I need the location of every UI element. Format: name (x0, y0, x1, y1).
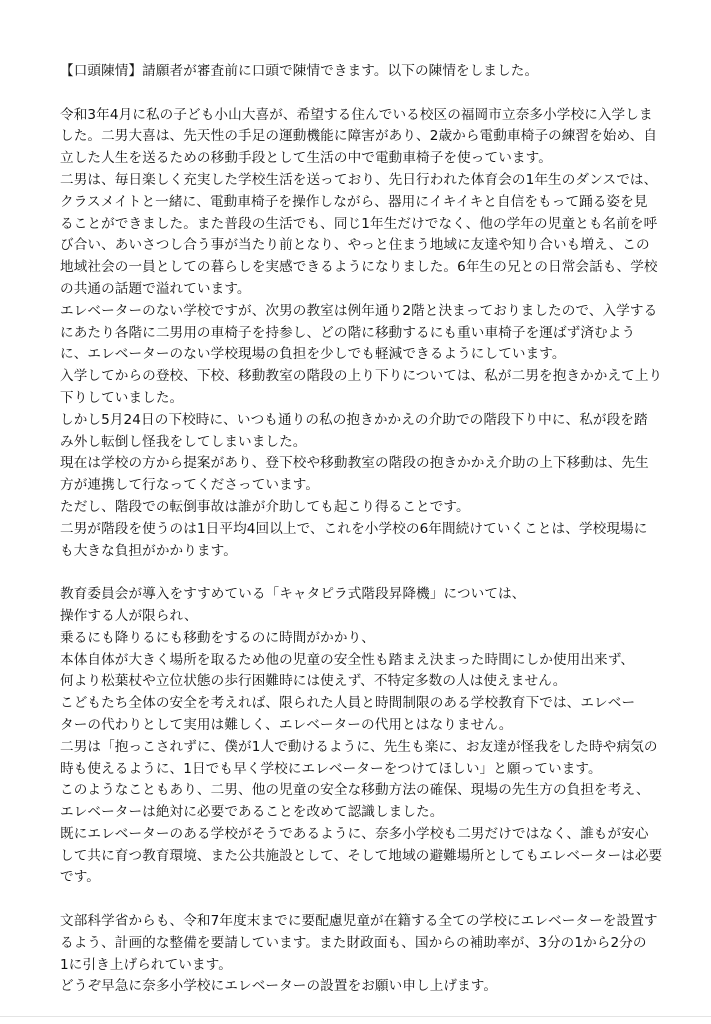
text-line: エレベーターのない学校ですが、次男の教室は例年通り2階と決まっておりましたので、入学する (60, 302, 658, 319)
text-line: 入学してからの登校、下校、移動教室の階段の上り下りについては、私が二男を抱きかかえて上り (60, 368, 663, 385)
text-line: 何より松葉杖や立位状態の歩行困難時には使えず、不特定多数の人は使えません。 (60, 673, 567, 690)
text-line: 下りしていました。 (60, 389, 184, 406)
text-line: 本体自体が大きく場所を取るため他の児童の安全性も踏まえ決まった時間にしか使用出来ず、 (60, 651, 635, 668)
text-line: ただし、階段での転倒事故は誰が介助しても起こり得ることです。 (60, 498, 470, 515)
text-line: び合い、あいさつし合う事が当たり前となり、やっと住まう地域に友達や知り合いも増え、この (60, 237, 650, 254)
text-line: の共通の話題で溢れています。 (60, 280, 251, 297)
text-line: して共に育つ教育環境、また公共施設として、そして地域の避難場所としてもエレベーターは必要 (60, 847, 663, 864)
text-line: 現在は学校の方から提案があり、登下校や移動教室の階段の抱きかかえ介助の上下移動は、先生 (60, 455, 649, 472)
text-line: 方が連携して行なってくださっています。 (60, 477, 320, 494)
text-line: 二男が階段を使うのは1日平均4回以上で、これを小学校の6年間続けていくことは、学校現場に (60, 520, 648, 537)
text-line: ターの代わりとして実用は難しく、エレベーターの代用とはなりません。 (60, 716, 513, 733)
text-line: 1に引き上げられています。 (60, 956, 232, 973)
text-line: 地域社会の一員としての暮らしを実感できるようになりました。6年生の兄との日常会話も、学校 (60, 259, 658, 276)
page-bottom-divider (0, 1016, 711, 1017)
intro-line: 【口頭陳情】請願者が審査前に口頭で陳情できます。以下の陳情をしました。 (60, 63, 539, 79)
text-line: 時も使えるように、1日でも早く学校にエレベーターをつけてほしい」と願っています。 (60, 760, 602, 777)
text-line: しかし5月24日の下校時に、いつも通りの私の抱きかかえの介助での階段下り中に、私が段を踏 (60, 411, 648, 428)
paragraph-gap (60, 889, 660, 911)
text-line: こどもたち全体の安全を考えれば、限られた人員と時間制限のある学校教育下では、エレベー (60, 695, 636, 712)
text-line: も大きな負担がかかります。 (60, 542, 237, 559)
text-line: 教育委員会が導入をすすめている「キャタピラ式階段昇降機」については、 (60, 586, 526, 603)
document-body (60, 61, 663, 998)
text-line: み外し転倒し怪我をしてしまいました。 (60, 433, 307, 450)
closing-line: どうぞ早急に奈多小学校にエレベーターの設置をお願い申し上げます。 (60, 978, 498, 995)
text-line: 操作する人が限られ、 (60, 607, 198, 624)
text-line: に、エレベーターのない学校現場の負担を少しでも軽減できるようにしています。 (60, 346, 566, 363)
text-line: 文部科学省からも、令和7年度末までに要配慮児童が在籍する全ての学校にエレベーターを設置す (60, 913, 658, 930)
paragraph-gap (60, 562, 660, 584)
text-line: エレベーターは絶対に必要であることを改めて認識しました。 (60, 804, 444, 821)
text-line: ることができました。また普段の生活でも、同じ1年生だけでなく、他の学年の児童とも名前を呼 (60, 215, 658, 232)
text-line: です。 (60, 869, 100, 886)
paragraph-gap (60, 83, 660, 105)
text-line: 二男は「抱っこされずに、僕が1人で動けるように、先生も楽に、お友達が怪我をした時や病気の (60, 738, 658, 755)
text-line: 二男は、毎日楽しく充実した学校生活を送っており、先日行われた体育会の1年生のダンスでは、 (60, 171, 658, 188)
text-line: 立した人生を送るための移動手段として生活の中で電動車椅子を使っています。 (60, 150, 552, 167)
text-line: クラスメイトと一緒に、電動車椅子を操作しながら、器用にイキイキと自信をもって踊る姿を見 (60, 193, 648, 210)
text-line: 令和3年4月に私の子ども小山大喜が、希望する住んでいる校区の福岡市立奈多小学校に入学しま (60, 106, 653, 123)
text-line: るよう、計画的な整備を要請しています。また財政面も、国からの補助率が、3分の1から2分の (60, 934, 647, 951)
text-line: にあたり各階に二男用の車椅子を持参し、どの階に移動するにも重い車椅子を運ばず済むよう (60, 324, 636, 341)
text-line: 既にエレベーターのある学校がそうであるように、奈多小学校も二男だけではなく、誰もが安心 (60, 825, 649, 842)
text-line: した。二男大喜は、先天性の手足の運動機能に障害があり、2歳から電動車椅子の練習を始め、自 (60, 128, 658, 145)
text-line: 乗るにも降りるにも移動をするのに時間がかかり、 (60, 629, 375, 646)
text-line: このようなこともあり、二男、他の児童の安全な移動方法の確保、現場の先生方の負担を考え、 (60, 782, 650, 799)
